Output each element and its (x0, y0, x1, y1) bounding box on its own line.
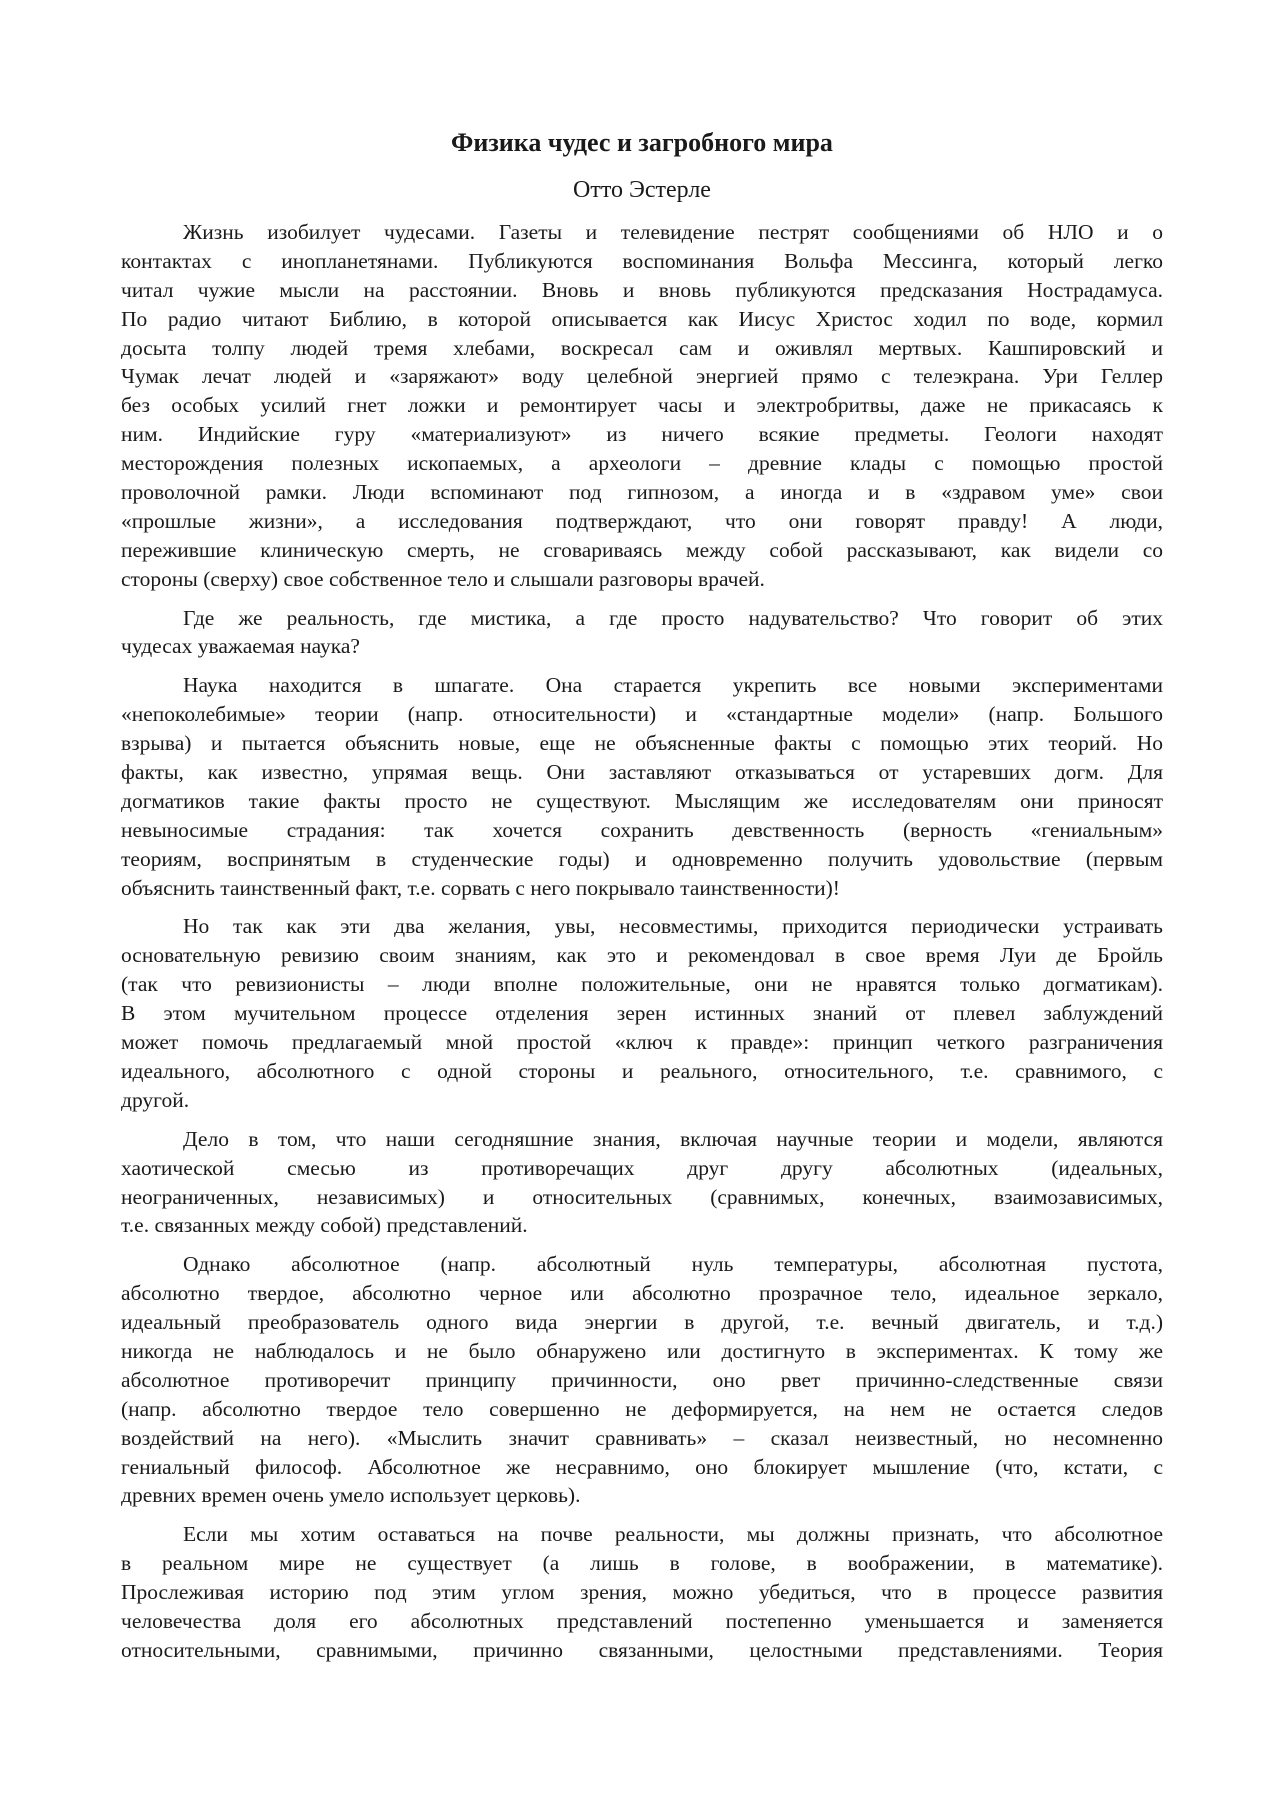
paragraph-line: пережившие клиническую смерть, не сговариваясь между собой рассказывают, как видели со (121, 537, 1163, 562)
paragraph-line: без особых усилий гнет ложки и ремонтирует часы и электробритвы, даже не прикасаясь к (121, 393, 1163, 418)
paragraph-line: Жизнь изобилует чудесами. Газеты и телевидение пестрят сообщениями об НЛО и о (183, 220, 1163, 244)
paragraph-line: в реальном мире не существует (а лишь в голове, в воображении, в математике). (121, 1551, 1163, 1576)
paragraph-line: (так что ревизионисты – люди вполне положительные, они не нравятся только догматикам). (121, 972, 1163, 997)
paragraph-line: Прослеживая историю под этим углом зрения, можно убедиться, что в процессе развития (121, 1580, 1163, 1605)
paragraph-line: Где же реальность, где мистика, а где просто надувательство? Что говорит об этих (183, 605, 1163, 630)
paragraph-line: Однако абсолютное (напр. абсолютный нуль температуры, абсолютная пустота, (183, 1252, 1163, 1277)
paragraph-line: стороны (сверху) свое собственное тело и слышали разговоры врачей. (121, 566, 765, 591)
paragraph-line: Дело в том, что наши сегодняшние знания, включая научные теории и модели, являются (183, 1126, 1163, 1151)
paragraph-line: досыта толпу людей тремя хлебами, воскресал сам и оживлял мертвых. Кашпировский и (121, 335, 1163, 360)
paragraph-line: ним. Индийские гуру «материализуют» из ничего всякие предметы. Геологи находят (121, 422, 1163, 447)
paragraph (121, 1520, 1163, 1664)
paragraph-line: контактах с инопланетянами. Публикуются воспоминания Вольфа Мессинга, который легко (121, 248, 1163, 273)
document-body (121, 218, 1163, 1675)
paragraph-line: т.е. связанных между собой) представлений. (121, 1213, 528, 1238)
paragraph-line: другой. (121, 1087, 190, 1112)
paragraph-line: Если мы хотим оставаться на почве реальности, мы должны признать, что абсолютное (183, 1522, 1163, 1547)
document-author: Отто Эстерле (573, 177, 711, 203)
paragraph (121, 912, 1163, 1114)
paragraph-line: хаотической смесью из противоречащих друг другу абсолютных (идеальных, (121, 1155, 1163, 1180)
paragraph-line: никогда не наблюдалось и не было обнаружено или достигнуто в экспериментах. К тому же (121, 1338, 1163, 1363)
paragraph-line: «непоколебимые» теории (напр. относительности) и «стандартные модели» (напр. Большого (121, 702, 1163, 727)
paragraph-line: может помочь предлагаемый мной простой «ключ к правде»: принцип четкого разграничения (121, 1030, 1163, 1055)
paragraph-line: основательную ревизию своим знаниям, как это и рекомендовал в свое время Луи де Бройль (121, 943, 1163, 968)
paragraph-line: гениальный философ. Абсолютное же несравнимо, оно блокирует мышление (что, кстати, с (121, 1454, 1163, 1479)
paragraph (121, 1250, 1163, 1510)
paragraph-line: По радио читают Библию, в которой описывается как Иисус Христос ходил по воде, кормил (121, 306, 1163, 331)
paragraph-line: взрыва) и пытается объяснить новые, еще не объясненные факты с помощью этих теорий. Но (121, 731, 1163, 756)
paragraph-line: чудесах уважаемая наука? (121, 634, 360, 659)
paragraph-line: факты, как известно, упрямая вещь. Они заставляют отказываться от устаревших догм. Для (121, 760, 1163, 785)
paragraph-line: проволочной рамки. Люди вспоминают под гипнозом, а иногда и в «здравом уме» свои (121, 480, 1163, 505)
paragraph-line: идеальный преобразователь одного вида энергии в другой, т.е. вечный двигатель, и т.д.) (121, 1310, 1163, 1335)
paragraph (121, 671, 1163, 902)
paragraph (121, 218, 1163, 594)
paragraph-line: «прошлые жизни», а исследования подтверждают, что они говорят правду! А люди, (121, 508, 1163, 533)
paragraph-line: воздействий на него). «Мыслить значит сравнивать» – сказал неизвестный, но несомненно (121, 1425, 1163, 1450)
paragraph-line: читал чужие мысли на расстоянии. Вновь и вновь публикуются предсказания Нострадамуса. (121, 277, 1163, 302)
paragraph-line: относительными, сравнимыми, причинно связанными, целостными представлениями. Теория (121, 1637, 1163, 1662)
paragraph-line: В этом мучительном процессе отделения зерен истинных знаний от плевел заблуждений (121, 1001, 1163, 1026)
paragraph-line: абсолютно твердое, абсолютно черное или абсолютно прозрачное тело, идеальное зеркало, (121, 1281, 1163, 1306)
paragraph-line: неограниченных, независимых) и относительных (сравнимых, конечных, взаимозависимых, (121, 1184, 1163, 1209)
paragraph-line: абсолютное противоречит принципу причинности, оно рвет причинно-следственные связи (121, 1367, 1163, 1392)
paragraph (121, 1125, 1163, 1241)
paragraph-line: идеального, абсолютного с одной стороны и реального, относительного, т.е. сравнимого, с (121, 1058, 1163, 1083)
document-title: Физика чудес и загробного мира (451, 128, 833, 157)
paragraph-line: теориям, воспринятым в студенческие годы) и одновременно получить удовольствие (первым (121, 846, 1163, 871)
paragraph-line: (напр. абсолютно твердое тело совершенно не деформируется, на нем не остается следов (121, 1396, 1163, 1421)
paragraph-line: человечества доля его абсолютных представлений постепенно уменьшается и заменяется (121, 1608, 1163, 1633)
paragraph-line: Но так как эти два желания, увы, несовместимы, приходится периодически устраивать (183, 914, 1163, 939)
paragraph-line: Наука находится в шпагате. Она старается укрепить все новыми экспериментами (183, 673, 1163, 698)
paragraph-line: месторождения полезных ископаемых, а археологи – древние клады с помощью простой (121, 451, 1163, 476)
paragraph-line: невыносимые страдания: так хочется сохранить девственность (верность «гениальным» (121, 817, 1163, 842)
paragraph-line: объяснить таинственный факт, т.е. сорвать с него покрывало таинственности)! (121, 875, 840, 900)
paragraph-line: догматиков такие факты просто не существуют. Мыслящим же исследователям они приносят (121, 788, 1163, 813)
paragraph-line: древних времен очень умело использует церковь). (121, 1483, 581, 1508)
paragraph (121, 604, 1163, 662)
paragraph-line: Чумак лечат людей и «заряжают» воду целебной энергией прямо с телеэкрана. Ури Геллер (121, 364, 1163, 389)
